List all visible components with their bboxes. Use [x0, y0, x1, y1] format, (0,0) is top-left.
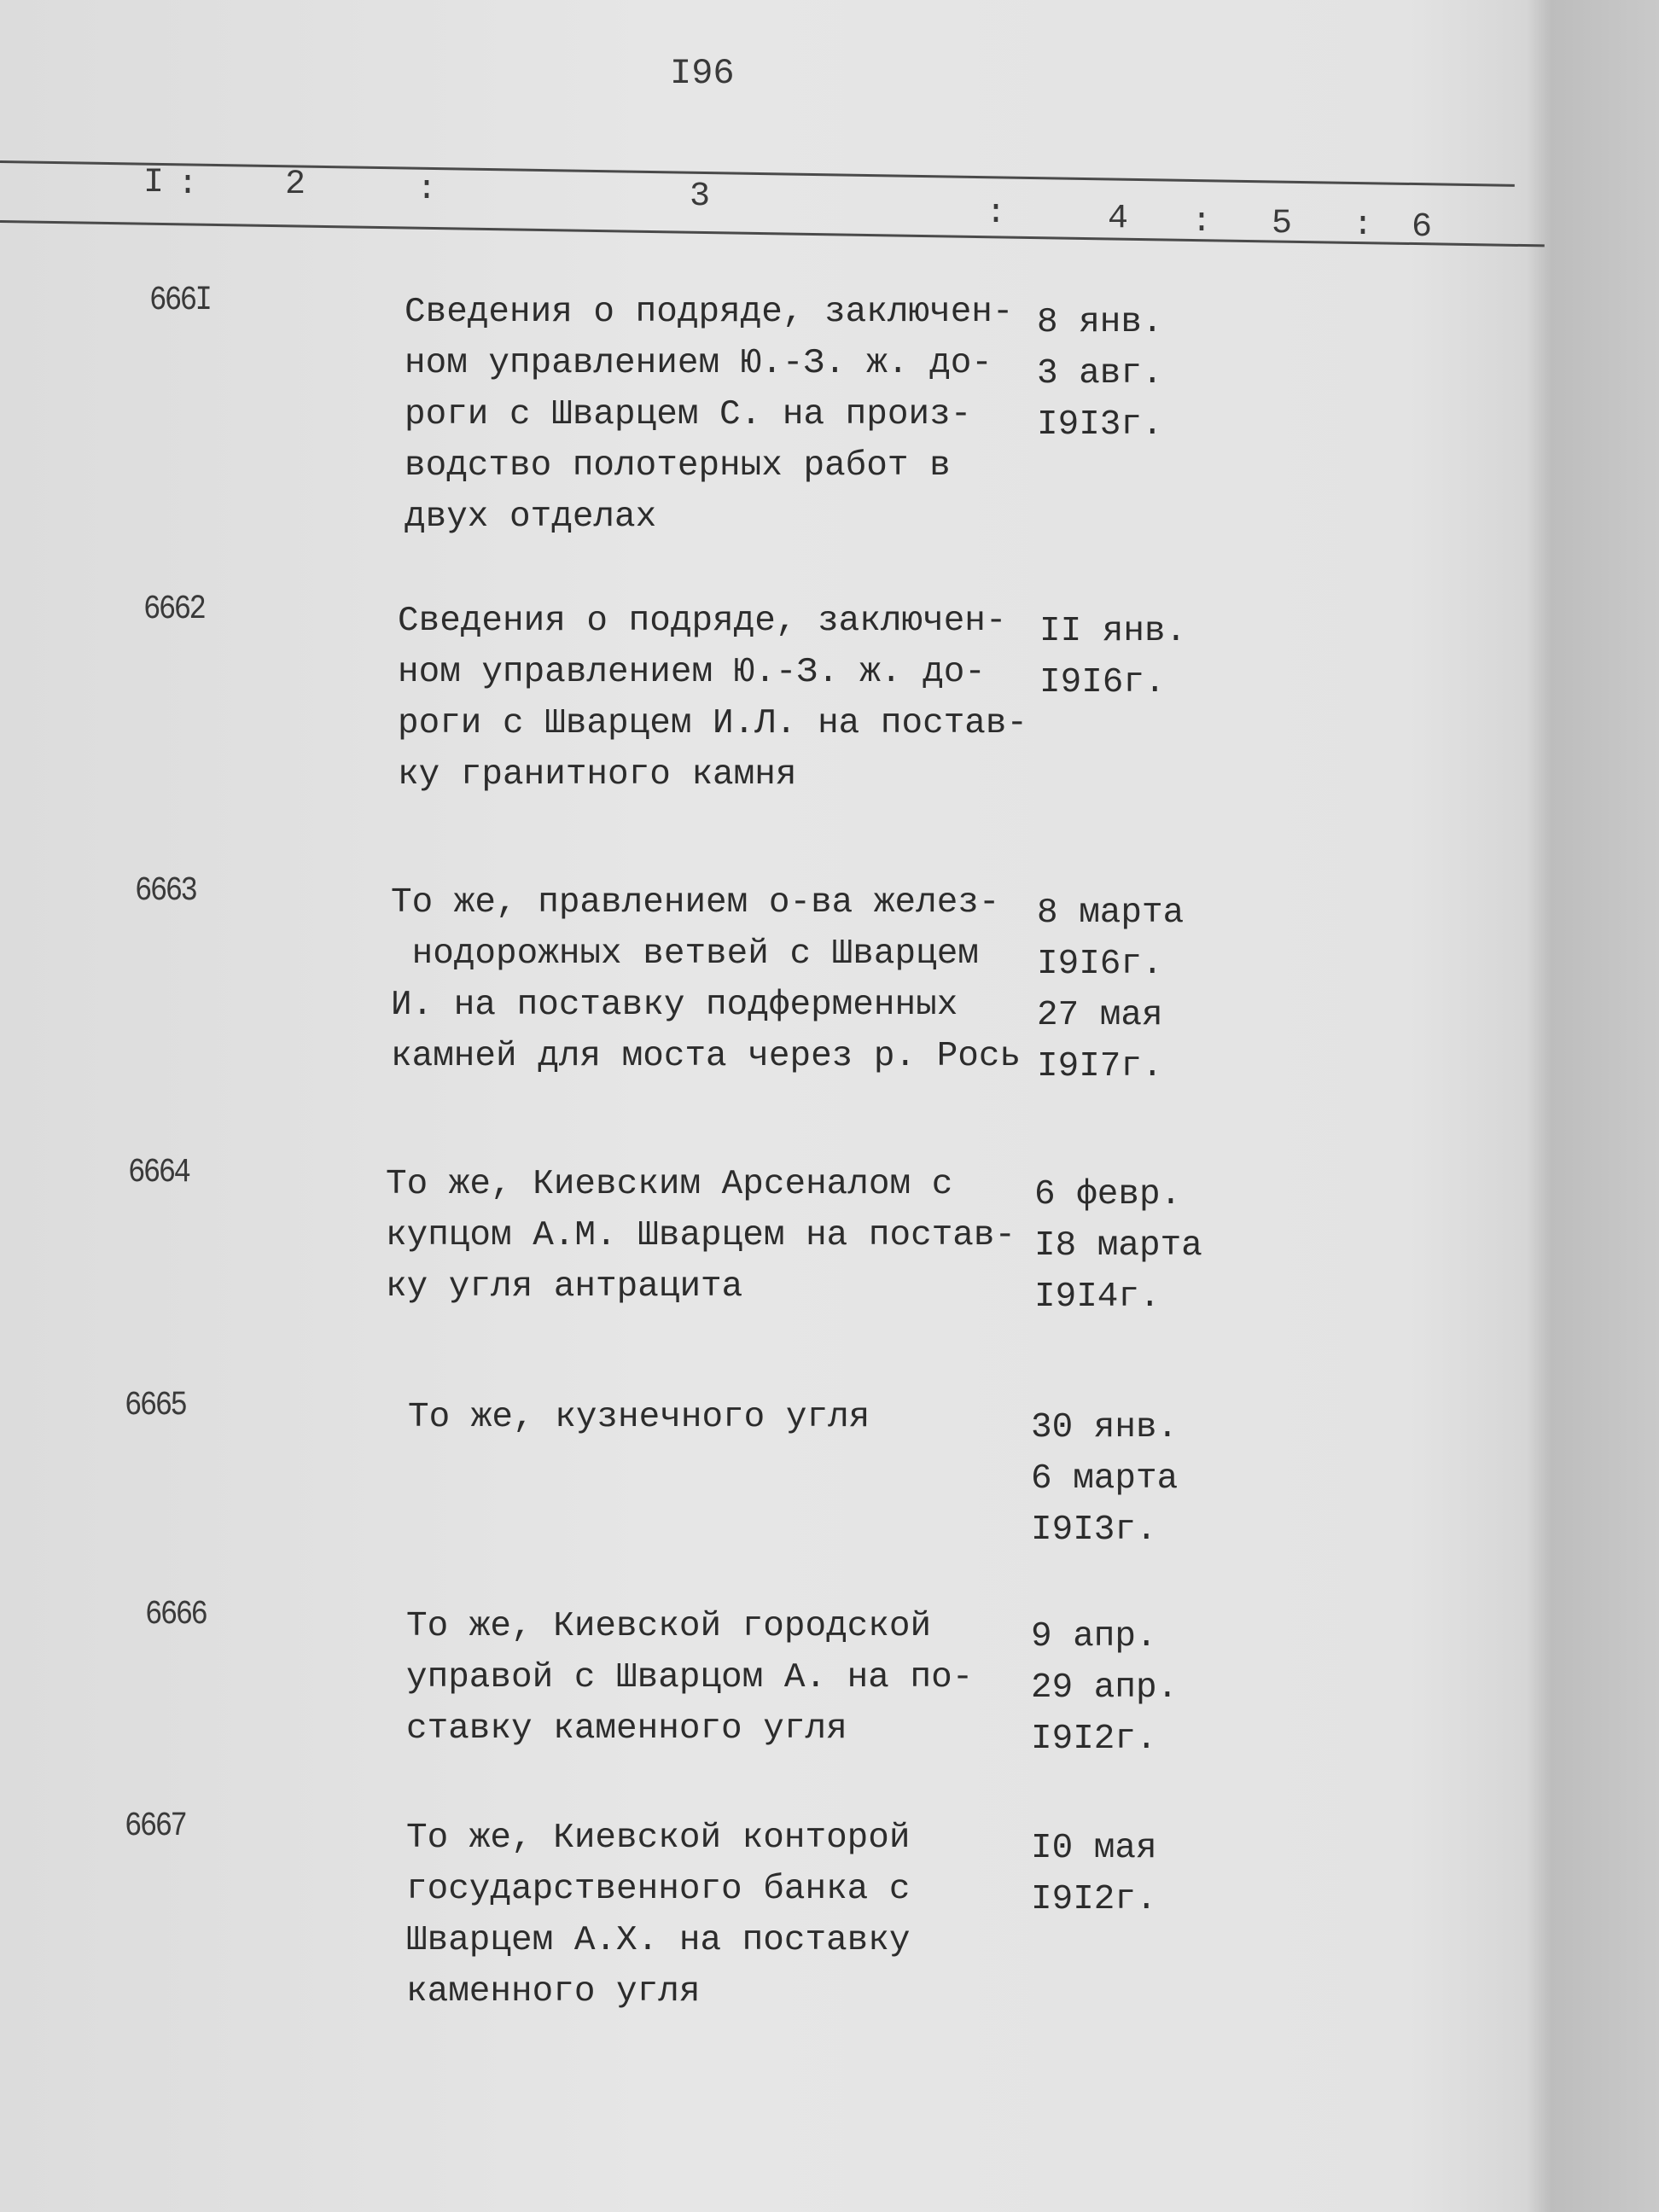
- entry-number: 6667: [125, 1807, 186, 1846]
- column-header-3: 3: [690, 178, 711, 216]
- entry-dates: [1034, 1169, 1202, 1323]
- description-line: камней для моста через р. Рось: [391, 1037, 1022, 1076]
- date-line: I8 марта: [1034, 1226, 1202, 1266]
- entry-dates: [1031, 1823, 1157, 1925]
- date-line: 30 янв.: [1031, 1408, 1179, 1447]
- date-line: I9I7г.: [1037, 1047, 1163, 1086]
- description-line: купцом А.М. Шварцем на постав-: [386, 1216, 1016, 1255]
- description-line: То же, Киевской городской: [406, 1607, 932, 1646]
- entry-description: [386, 1159, 1016, 1313]
- description-line: нодорожных ветвей с Шварцем: [391, 934, 979, 974]
- date-line: I9I6г.: [1039, 663, 1166, 702]
- description-line: управой с Шварцом А. на по-: [406, 1658, 974, 1697]
- column-separator: :: [1191, 203, 1213, 242]
- description-line: ку гранитного камня: [398, 755, 797, 795]
- date-line: 6 февр.: [1034, 1175, 1182, 1214]
- description-line: Шварцем А.Х. на поставку: [406, 1921, 911, 1960]
- column-separator: :: [986, 195, 1007, 233]
- description-line: роги с Шварцем С. на произ-: [405, 395, 972, 434]
- entry-description: [405, 287, 1014, 543]
- description-line: То же, Киевским Арсеналом с: [386, 1165, 953, 1204]
- date-line: I9I2г.: [1031, 1720, 1157, 1759]
- entry-number: 6665: [125, 1387, 186, 1425]
- entry-dates: [1031, 1402, 1178, 1556]
- entry-description: [406, 1813, 911, 2017]
- date-line: I9I3г.: [1031, 1511, 1157, 1550]
- column-header-2: 2: [285, 166, 306, 204]
- date-line: I0 мая: [1031, 1829, 1157, 1868]
- entry-number: 6666: [145, 1596, 207, 1634]
- page-number: I96: [670, 53, 735, 94]
- date-line: II янв.: [1039, 612, 1187, 651]
- column-header-1: I: [143, 164, 165, 202]
- date-line: I9I3г.: [1037, 405, 1163, 445]
- entry-number: 6662: [143, 591, 205, 629]
- description-line: То же, Киевской конторой: [406, 1819, 911, 1858]
- entry-dates: [1037, 888, 1184, 1092]
- date-line: 8 марта: [1037, 894, 1185, 933]
- column-header-6: 6: [1412, 208, 1433, 247]
- description-line: каменного угля: [406, 1972, 701, 2011]
- column-separator: :: [1353, 207, 1374, 245]
- column-header-4: 4: [1108, 200, 1129, 238]
- column-separator: :: [178, 166, 199, 204]
- date-line: 8 янв.: [1037, 303, 1163, 342]
- description-line: Сведения о подряде, заключен-: [398, 602, 1007, 641]
- column-header-5: 5: [1272, 205, 1293, 243]
- description-line: ставку каменного угля: [406, 1709, 847, 1749]
- date-line: 29 апр.: [1031, 1668, 1179, 1708]
- entry-dates: [1039, 606, 1186, 708]
- description-line: И. на поставку подферменных: [391, 986, 958, 1025]
- description-line: двух отделах: [405, 498, 657, 537]
- date-line: I9I6г.: [1037, 945, 1163, 984]
- description-line: То же, кузнечного угля: [408, 1398, 870, 1437]
- entry-dates: [1031, 1611, 1178, 1765]
- date-line: 9 апр.: [1031, 1617, 1157, 1656]
- entry-description: [406, 1601, 973, 1755]
- description-line: То же, правлением о-ва желез-: [391, 883, 1000, 923]
- entry-number: 666I: [149, 282, 211, 320]
- column-separator: :: [416, 171, 438, 209]
- description-line: роги с Шварцем И.Л. на постав-: [398, 704, 1028, 743]
- description-line: водство полотерных работ в: [405, 446, 951, 486]
- description-line: государственного банка с: [406, 1870, 911, 1909]
- entry-description: [398, 596, 1027, 800]
- header-top-rule: [0, 160, 1515, 187]
- date-line: 3 авг.: [1037, 354, 1163, 393]
- date-line: 6 марта: [1031, 1459, 1179, 1499]
- description-line: ку угля антрацита: [386, 1267, 743, 1307]
- entry-description: [408, 1392, 870, 1443]
- entry-dates: [1037, 297, 1163, 451]
- date-line: I9I4г.: [1034, 1278, 1161, 1317]
- entry-number: 6663: [135, 872, 196, 911]
- description-line: ном управлением Ю.-З. ж. до-: [398, 653, 986, 692]
- date-line: I9I2г.: [1031, 1880, 1157, 1919]
- date-line: 27 мая: [1037, 996, 1163, 1035]
- description-line: ном управлением Ю.-З. ж. до-: [405, 344, 992, 383]
- entry-number: 6664: [128, 1154, 189, 1192]
- description-line: Сведения о подряде, заключен-: [405, 293, 1014, 332]
- entry-description: [391, 877, 1021, 1082]
- header-bottom-rule: [0, 220, 1545, 247]
